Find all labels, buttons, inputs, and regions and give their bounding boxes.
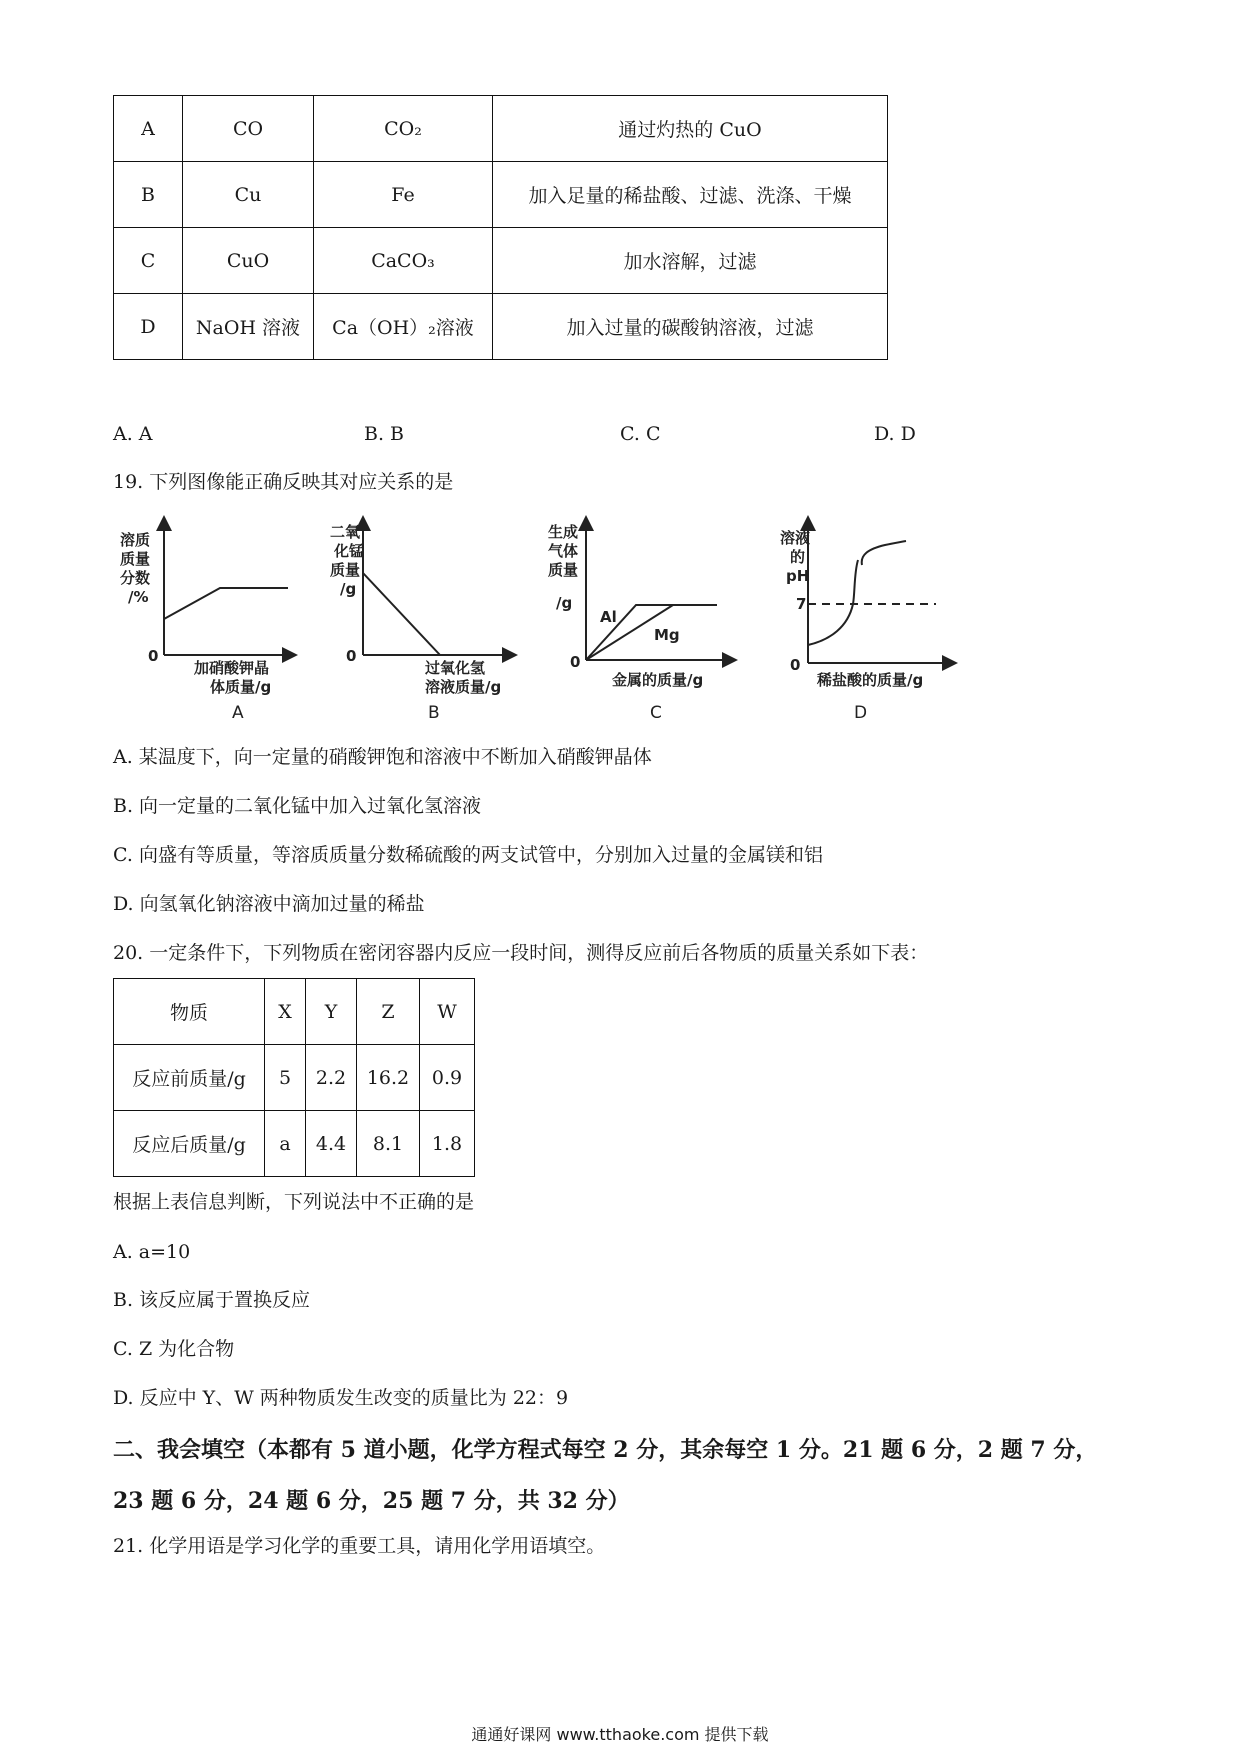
cell-value: 5	[265, 1045, 306, 1111]
graph-d-origin: 0	[790, 656, 801, 674]
q20-stem: 20. 一定条件下，下列物质在密闭容器内反应一段时间，测得反应前后各物质的质量关系如下表：	[113, 942, 929, 964]
q18-choice-a[interactable]: A. A	[113, 423, 153, 445]
q20-question: 根据上表信息判断，下列说法中不正确的是	[113, 1191, 475, 1213]
cell-substance: NaOH 溶液	[183, 294, 314, 360]
graph-b-ylabel-2: 化锰	[334, 542, 365, 560]
cell-option: C	[114, 228, 183, 294]
graph-d-ylabel-3: pH	[786, 567, 810, 585]
table-row	[114, 228, 888, 294]
q20-option-b[interactable]: B. 该反应属于置换反应	[113, 1289, 311, 1311]
graph-c-xlabel: 金属的质量/g	[612, 671, 704, 689]
section2-heading-line1: 二、我会填空（本都有 5 道小题，化学方程式每空 2 分，其余每空 1 分。21 题 6 分，2 题 7 分，	[113, 1437, 1098, 1463]
q19-stem: 19. 下列图像能正确反映其对应关系的是	[113, 471, 454, 493]
graph-a-xlabel-1: 加硝酸钾晶	[194, 659, 270, 677]
q18-choice-c[interactable]: C. C	[620, 423, 661, 445]
q18-choice-d[interactable]: D. D	[874, 423, 916, 445]
graph-b-ylabel-4: /g	[340, 580, 357, 598]
graph-b-ylabel-3: 质量	[330, 561, 361, 579]
header-cell: Y	[306, 979, 357, 1045]
graph-a-ylabel-3: 分数	[120, 569, 151, 587]
cell-impurity: Fe	[314, 162, 493, 228]
row-label: 反应前质量/g	[114, 1045, 265, 1111]
cell-substance: CuO	[183, 228, 314, 294]
graph-a-ylabel-4: /%	[128, 588, 149, 606]
q19-graphs	[110, 515, 960, 730]
header-cell: W	[420, 979, 475, 1045]
graph-c-origin: 0	[570, 653, 581, 671]
cell-substance: CO	[183, 96, 314, 162]
q19-option-a[interactable]: A. 某温度下，向一定量的硝酸钾饱和溶液中不断加入硝酸钾晶体	[113, 746, 652, 768]
q20-option-d[interactable]: D. 反应中 Y、W 两种物质发生改变的质量比为 22：9	[113, 1387, 569, 1409]
graph-d-letter: D	[854, 703, 868, 723]
header-cell: Z	[357, 979, 420, 1045]
table-row	[114, 162, 888, 228]
graph-d-tick7: 7	[796, 595, 807, 613]
graph-c-letter: C	[650, 703, 662, 723]
table-row	[114, 96, 888, 162]
graph-a-ylabel-2: 质量	[120, 550, 151, 568]
q19-option-b[interactable]: B. 向一定量的二氧化锰中加入过氧化氢溶液	[113, 795, 482, 817]
cell-value: 0.9	[420, 1045, 475, 1111]
cell-impurity: CaCO₃	[314, 228, 493, 294]
header-cell: 物质	[114, 979, 265, 1045]
graph-b-origin: 0	[346, 647, 357, 665]
graph-b-xlabel-1: 过氧化氢	[425, 659, 486, 677]
q20-table	[113, 978, 475, 1177]
graph-d-ylabel-2: 的	[790, 548, 806, 566]
graph-d	[780, 523, 950, 723]
graph-a-ylabel-1: 溶质	[120, 531, 151, 549]
graph-a-xlabel-2: 体质量/g	[210, 678, 272, 696]
graph-b-ylabel-1: 二氧	[330, 523, 361, 541]
cell-value: 4.4	[306, 1111, 357, 1177]
graph-b-letter: B	[428, 703, 440, 723]
graph-b-curve	[363, 573, 440, 655]
cell-substance: Cu	[183, 162, 314, 228]
graph-c-ylabel-1: 生成	[548, 523, 579, 541]
graph-c-ylabel-3: 质量	[548, 561, 579, 579]
table-row	[114, 294, 888, 360]
graph-c-label-al: Al	[600, 608, 617, 626]
cell-method: 加水溶解，过滤	[493, 228, 888, 294]
graph-b-xlabel-2: 溶液质量/g	[425, 678, 502, 696]
cell-method: 通过灼热的 CuO	[493, 96, 888, 162]
cell-option: D	[114, 294, 183, 360]
graph-a-curve	[164, 588, 288, 619]
table-row	[114, 1045, 475, 1111]
cell-option: B	[114, 162, 183, 228]
graph-c-label-mg: Mg	[654, 626, 680, 644]
graph-d-xlabel: 稀盐酸的质量/g	[817, 671, 924, 689]
cell-value: 1.8	[420, 1111, 475, 1177]
graph-c-ylabel-2: 气体	[548, 542, 579, 560]
row-label: 反应后质量/g	[114, 1111, 265, 1177]
q18-choice-b[interactable]: B. B	[364, 423, 405, 445]
cell-value: 16.2	[357, 1045, 420, 1111]
graph-a-origin: 0	[148, 647, 159, 665]
page-footer: 通通好课网 www.tthaoke.com 提供下载	[471, 1725, 769, 1744]
cell-impurity: Ca（OH）₂溶液	[314, 294, 493, 360]
q19-option-c[interactable]: C. 向盛有等质量，等溶质质量分数稀硫酸的两支试管中，分别加入过量的金属镁和铝	[113, 844, 823, 866]
q19-option-d[interactable]: D. 向氢氧化钠溶液中滴加过量的稀盐	[113, 893, 425, 915]
cell-method: 加入足量的稀盐酸、过滤、洗涤、干燥	[493, 162, 888, 228]
graph-d-curve-high	[862, 541, 906, 565]
graph-d-curve-low	[808, 560, 858, 645]
table-row	[114, 1111, 475, 1177]
cell-value: 2.2	[306, 1045, 357, 1111]
graph-a	[120, 523, 290, 723]
q20-option-c[interactable]: C. Z 为化合物	[113, 1338, 235, 1360]
cell-value: a	[265, 1111, 306, 1177]
graph-d-ylabel-1: 溶液	[780, 529, 811, 547]
cell-option: A	[114, 96, 183, 162]
section2-heading-line2: 23 题 6 分，24 题 6 分，25 题 7 分，共 32 分）	[113, 1488, 630, 1514]
cell-impurity: CO₂	[314, 96, 493, 162]
table-row	[114, 979, 475, 1045]
graph-b	[330, 523, 510, 723]
graph-c-ylabel-4: /g	[556, 594, 573, 612]
cell-method: 加入过量的碳酸钠溶液，过滤	[493, 294, 888, 360]
q20-option-a[interactable]: A. a=10	[113, 1241, 191, 1263]
graph-a-letter: A	[232, 703, 244, 723]
graph-c	[548, 523, 730, 723]
q21-stem: 21. 化学用语是学习化学的重要工具，请用化学用语填空。	[113, 1535, 606, 1557]
header-cell: X	[265, 979, 306, 1045]
cell-value: 8.1	[357, 1111, 420, 1177]
q18-table	[113, 95, 888, 360]
